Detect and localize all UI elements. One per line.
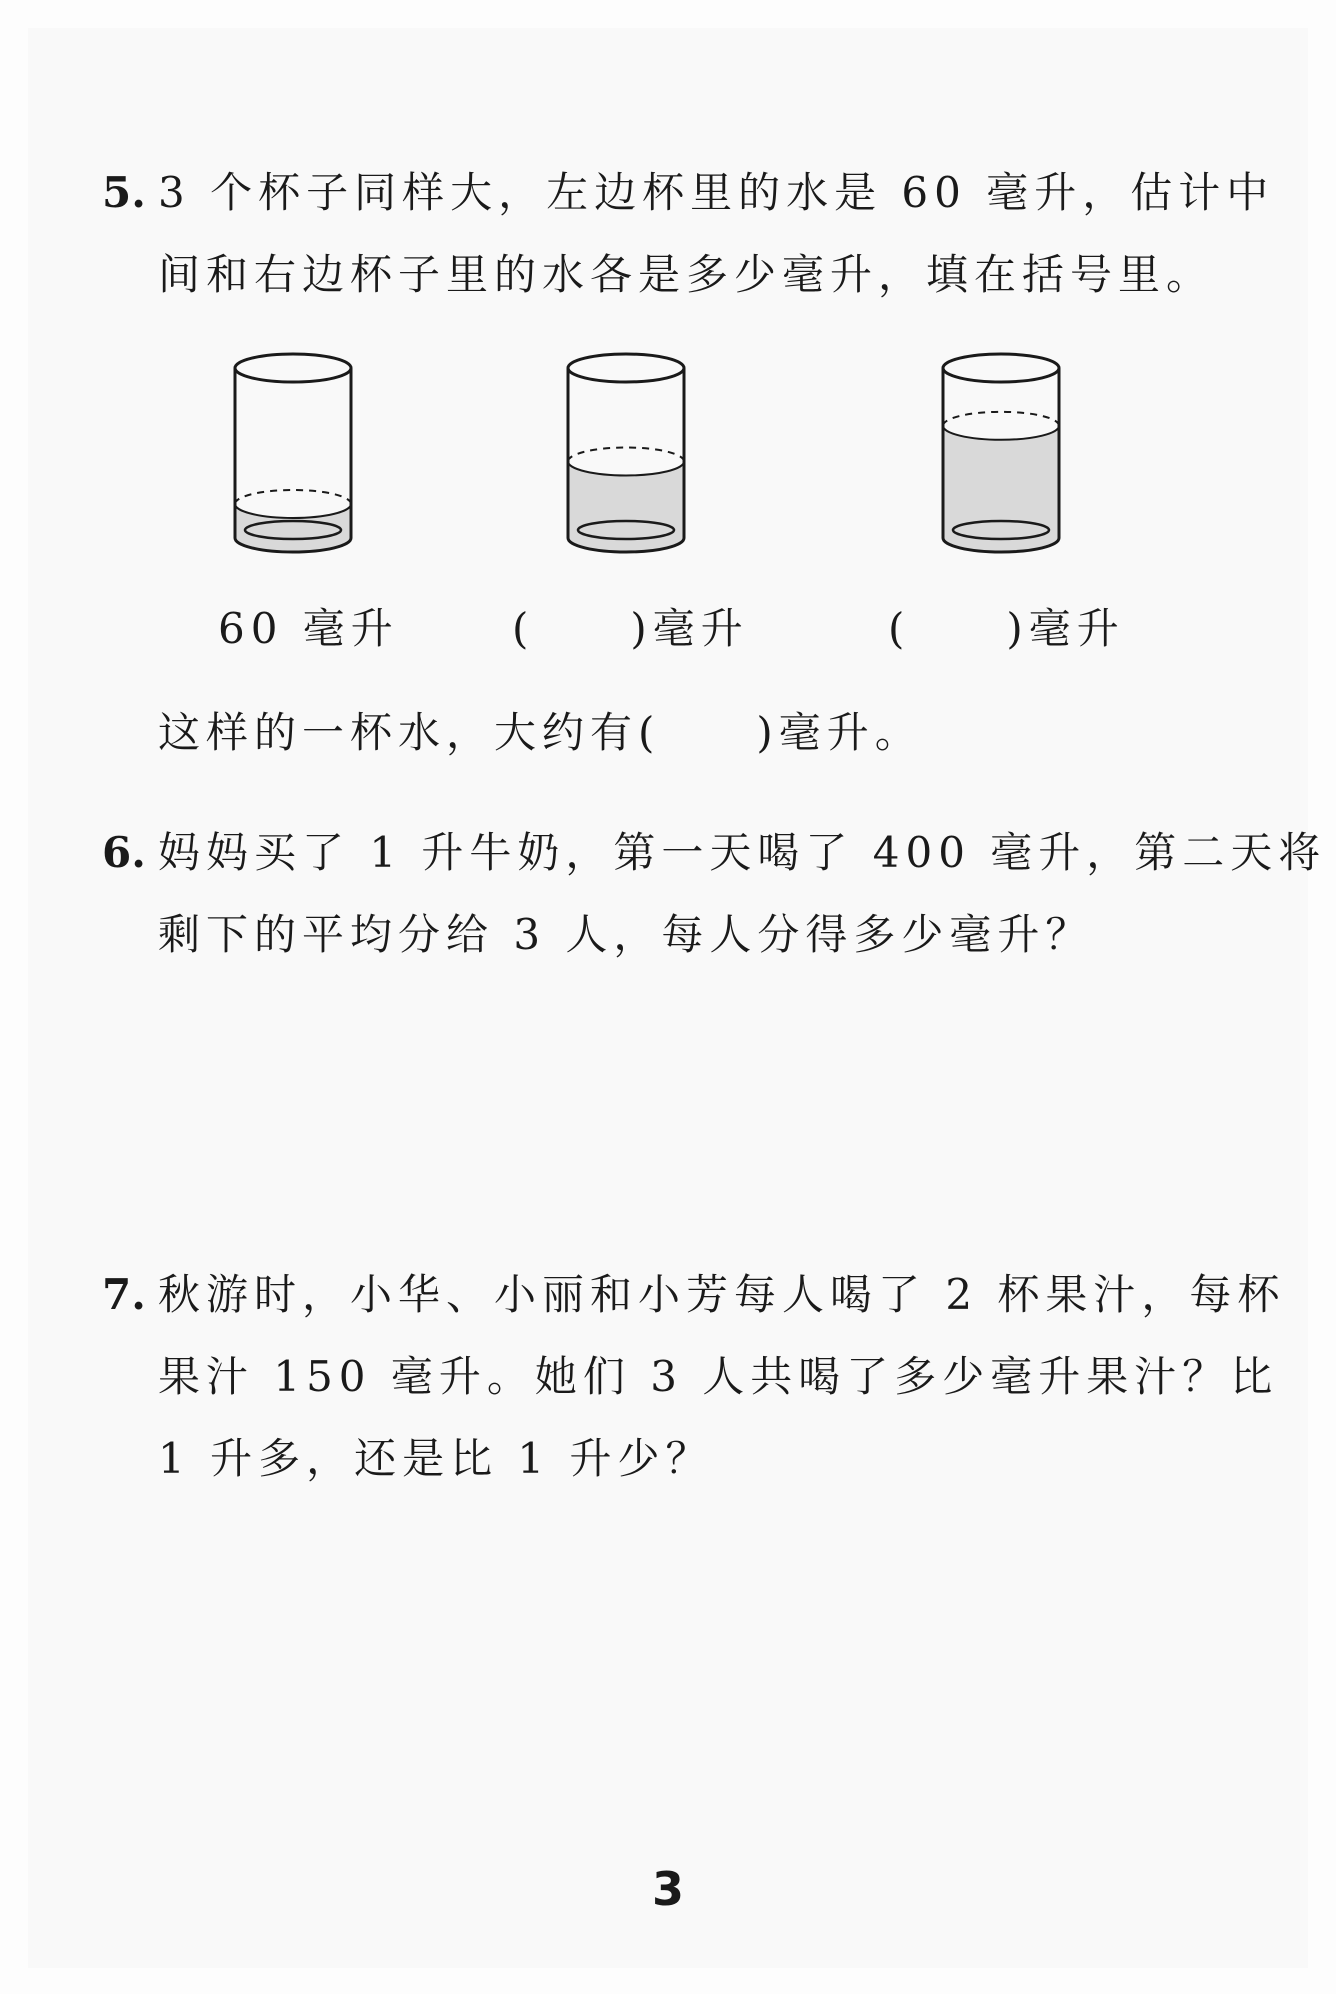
cup-right <box>943 354 1059 552</box>
water-fill <box>235 504 351 552</box>
cup-rim <box>568 354 684 382</box>
water-surface-back <box>568 448 684 462</box>
question-5-number: 5. <box>102 168 146 217</box>
cups-illustration <box>0 350 1336 570</box>
page-background <box>28 28 1308 1968</box>
cup-right-answer-blank: ( )毫升 <box>888 604 1125 653</box>
water-surface-back <box>235 490 351 504</box>
cup-rim <box>943 354 1059 382</box>
question-5-line-1: 3 个杯子同样大，左边杯里的水是 60 毫升，估计中 <box>158 168 1275 217</box>
page-number: 3 <box>651 1862 684 1916</box>
question-7-line-2: 果汁 150 毫升。她们 3 人共喝了多少毫升果汁？比 <box>158 1352 1279 1401</box>
cup-left <box>235 354 351 552</box>
cup-middle-answer-blank: ( )毫升 <box>512 604 749 653</box>
cup-middle <box>568 354 684 552</box>
question-6-line-2: 剩下的平均分给 3 人，每人分得多少毫升？ <box>158 910 1094 959</box>
water-fill <box>943 426 1059 552</box>
question-7-number: 7. <box>102 1270 146 1319</box>
water-surface-back <box>943 412 1059 426</box>
question-7-line-1: 秋游时，小华、小丽和小芳每人喝了 2 杯果汁，每杯 <box>158 1270 1286 1319</box>
question-5-line-3: 这样的一杯水，大约有( )毫升。 <box>158 708 923 757</box>
question-5-line-2: 间和右边杯子里的水各是多少毫升，填在括号里。 <box>158 250 1215 299</box>
cup-rim <box>235 354 351 382</box>
question-6-line-1: 妈妈买了 1 升牛奶，第一天喝了 400 毫升，第二天将 <box>158 828 1327 877</box>
question-6-number: 6. <box>102 828 146 877</box>
cup-left-label: 60 毫升 <box>218 604 399 653</box>
question-7-line-3: 1 升多，还是比 1 升少？ <box>158 1434 714 1483</box>
